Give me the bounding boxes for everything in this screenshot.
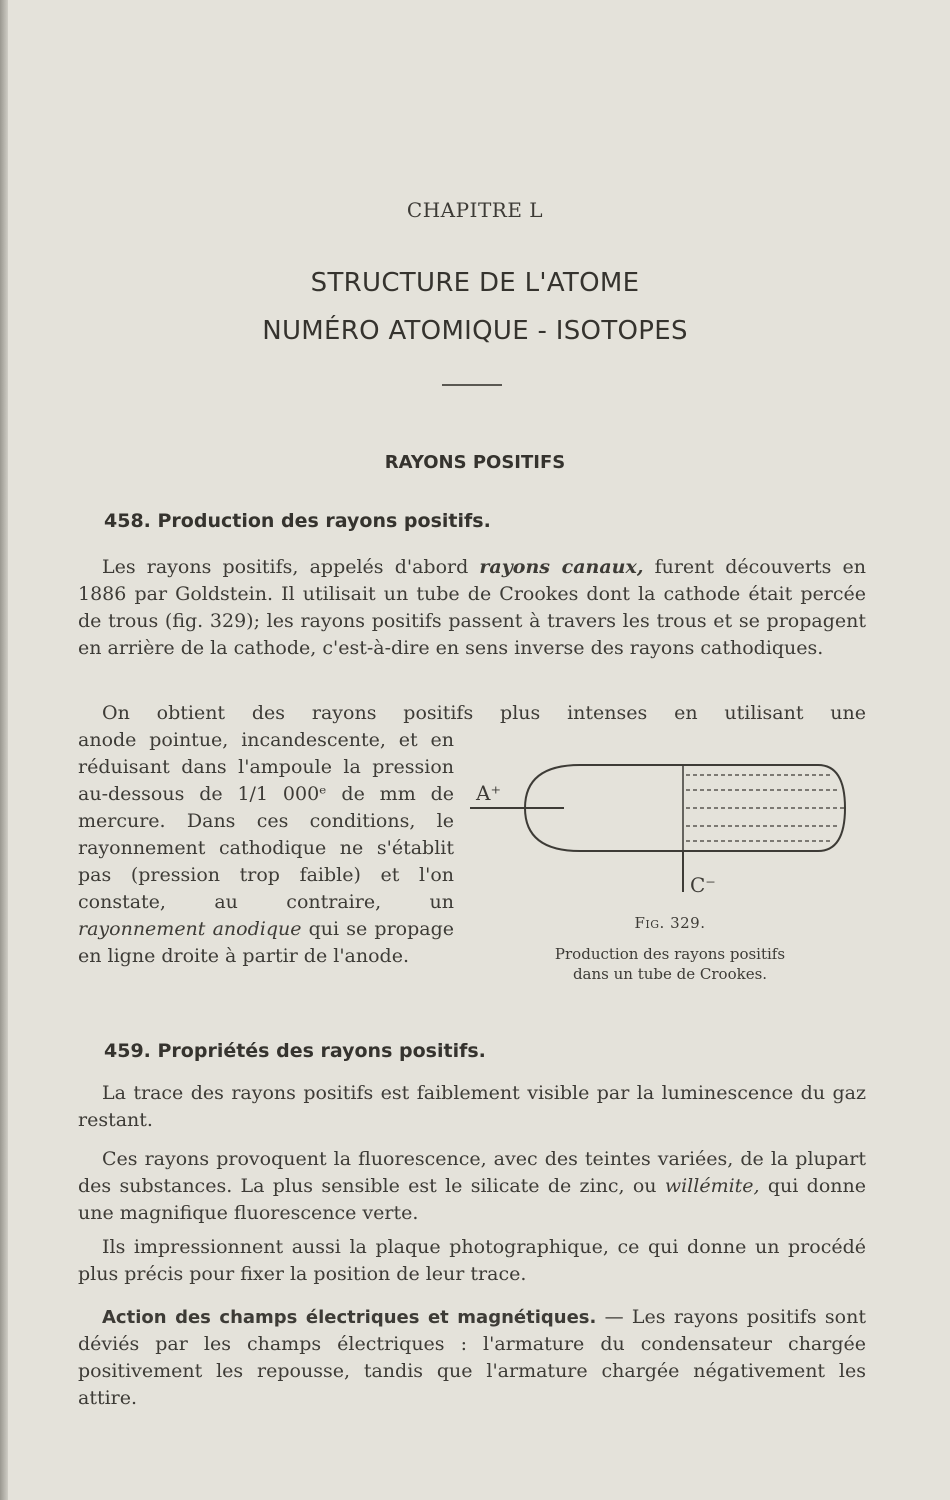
text-run: qui se propage en ligne droite à partir de l'anode. (78, 918, 455, 967)
anode-label: A⁺ (476, 781, 501, 805)
emphasis-willemite: willémite, (664, 1175, 760, 1197)
figure-caption-line-2: dans un tube de Crookes. (572, 965, 768, 983)
crookes-tube-figure (470, 750, 870, 900)
text-run: furent découverts en 1886 par Goldstein. Il utilisait un tube de Crookes dont la cathode était percée de trous (fig. 329); les rayons positifs passent à travers les trous et se propagent en arrière de la cathode, c'est-à-dire en sens inverse des rayons cathodiques. (78, 556, 866, 659)
text-run: — Les rayons positifs sont déviés par les champs électriques : l'armature du condensateur chargée positivement les repousse, tandis que l'armature chargée négativement les attire. (78, 1306, 866, 1409)
chapter-title-line-1: STRUCTURE DE L'ATOME (310, 268, 640, 298)
figure-caption (470, 944, 870, 984)
emphasis-rayonnement-anodique: rayonnement anodique (78, 918, 302, 940)
paragraph-459-3: Ils impressionnent aussi la plaque photographique, ce qui donne un procédé plus précis pour fixer la position de leur trace. (78, 1236, 866, 1285)
paragraph-heading-458: 458. Production des rayons positifs. (104, 510, 491, 532)
figure-number: Fig. 329. (634, 914, 706, 932)
paragraph-458-1 (78, 554, 866, 662)
text-run: anode pointue, incandescente, et en réduisant dans l'ampoule la pression au-dessous de 1/1 000ᵉ de mm de mercure. Dans ces conditions, le rayonnement cathodique ne s'établit pas (pression trop faible) et l'on constate, au contraire, un (78, 729, 454, 913)
run-in-heading-champs: Action des champs électriques et magnétiques. (102, 1307, 597, 1328)
tube-outline (525, 765, 845, 851)
paragraph-458-2-first-line: On obtient des rayons positifs plus intenses en utilisant une (102, 702, 866, 724)
title-divider (442, 384, 502, 386)
chapter-label: CHAPITRE L (406, 198, 544, 222)
figure-caption-line-1: Production des rayons positifs (554, 945, 786, 963)
text-run: Les rayons positifs, appelés d'abord (102, 556, 480, 578)
paragraph-459-2 (78, 1146, 866, 1227)
text-run: Ces rayons provoquent la fluorescence, avec des teintes variées, de la plupart des substances. La plus sensible est le silicate de zinc, ou (78, 1148, 866, 1197)
text-run: qui donne une magnifique fluorescence verte. (78, 1175, 866, 1224)
section-heading: RAYONS POSITIFS (384, 452, 566, 473)
paragraph-heading-459: 459. Propriétés des rayons positifs. (104, 1040, 486, 1062)
emphasis-rayons-canaux: rayons canaux, (479, 556, 644, 578)
page-gutter-shadow (0, 0, 8, 1500)
paragraph-459-1: La trace des rayons positifs est faiblement visible par la luminescence du gaz restant. (78, 1082, 866, 1131)
paragraph-459-4 (78, 1304, 866, 1412)
cathode-label: C⁻ (690, 873, 716, 897)
paragraph-458-2-column (78, 727, 454, 970)
chapter-title-line-2: NUMÉRO ATOMIQUE - ISOTOPES (262, 316, 688, 346)
